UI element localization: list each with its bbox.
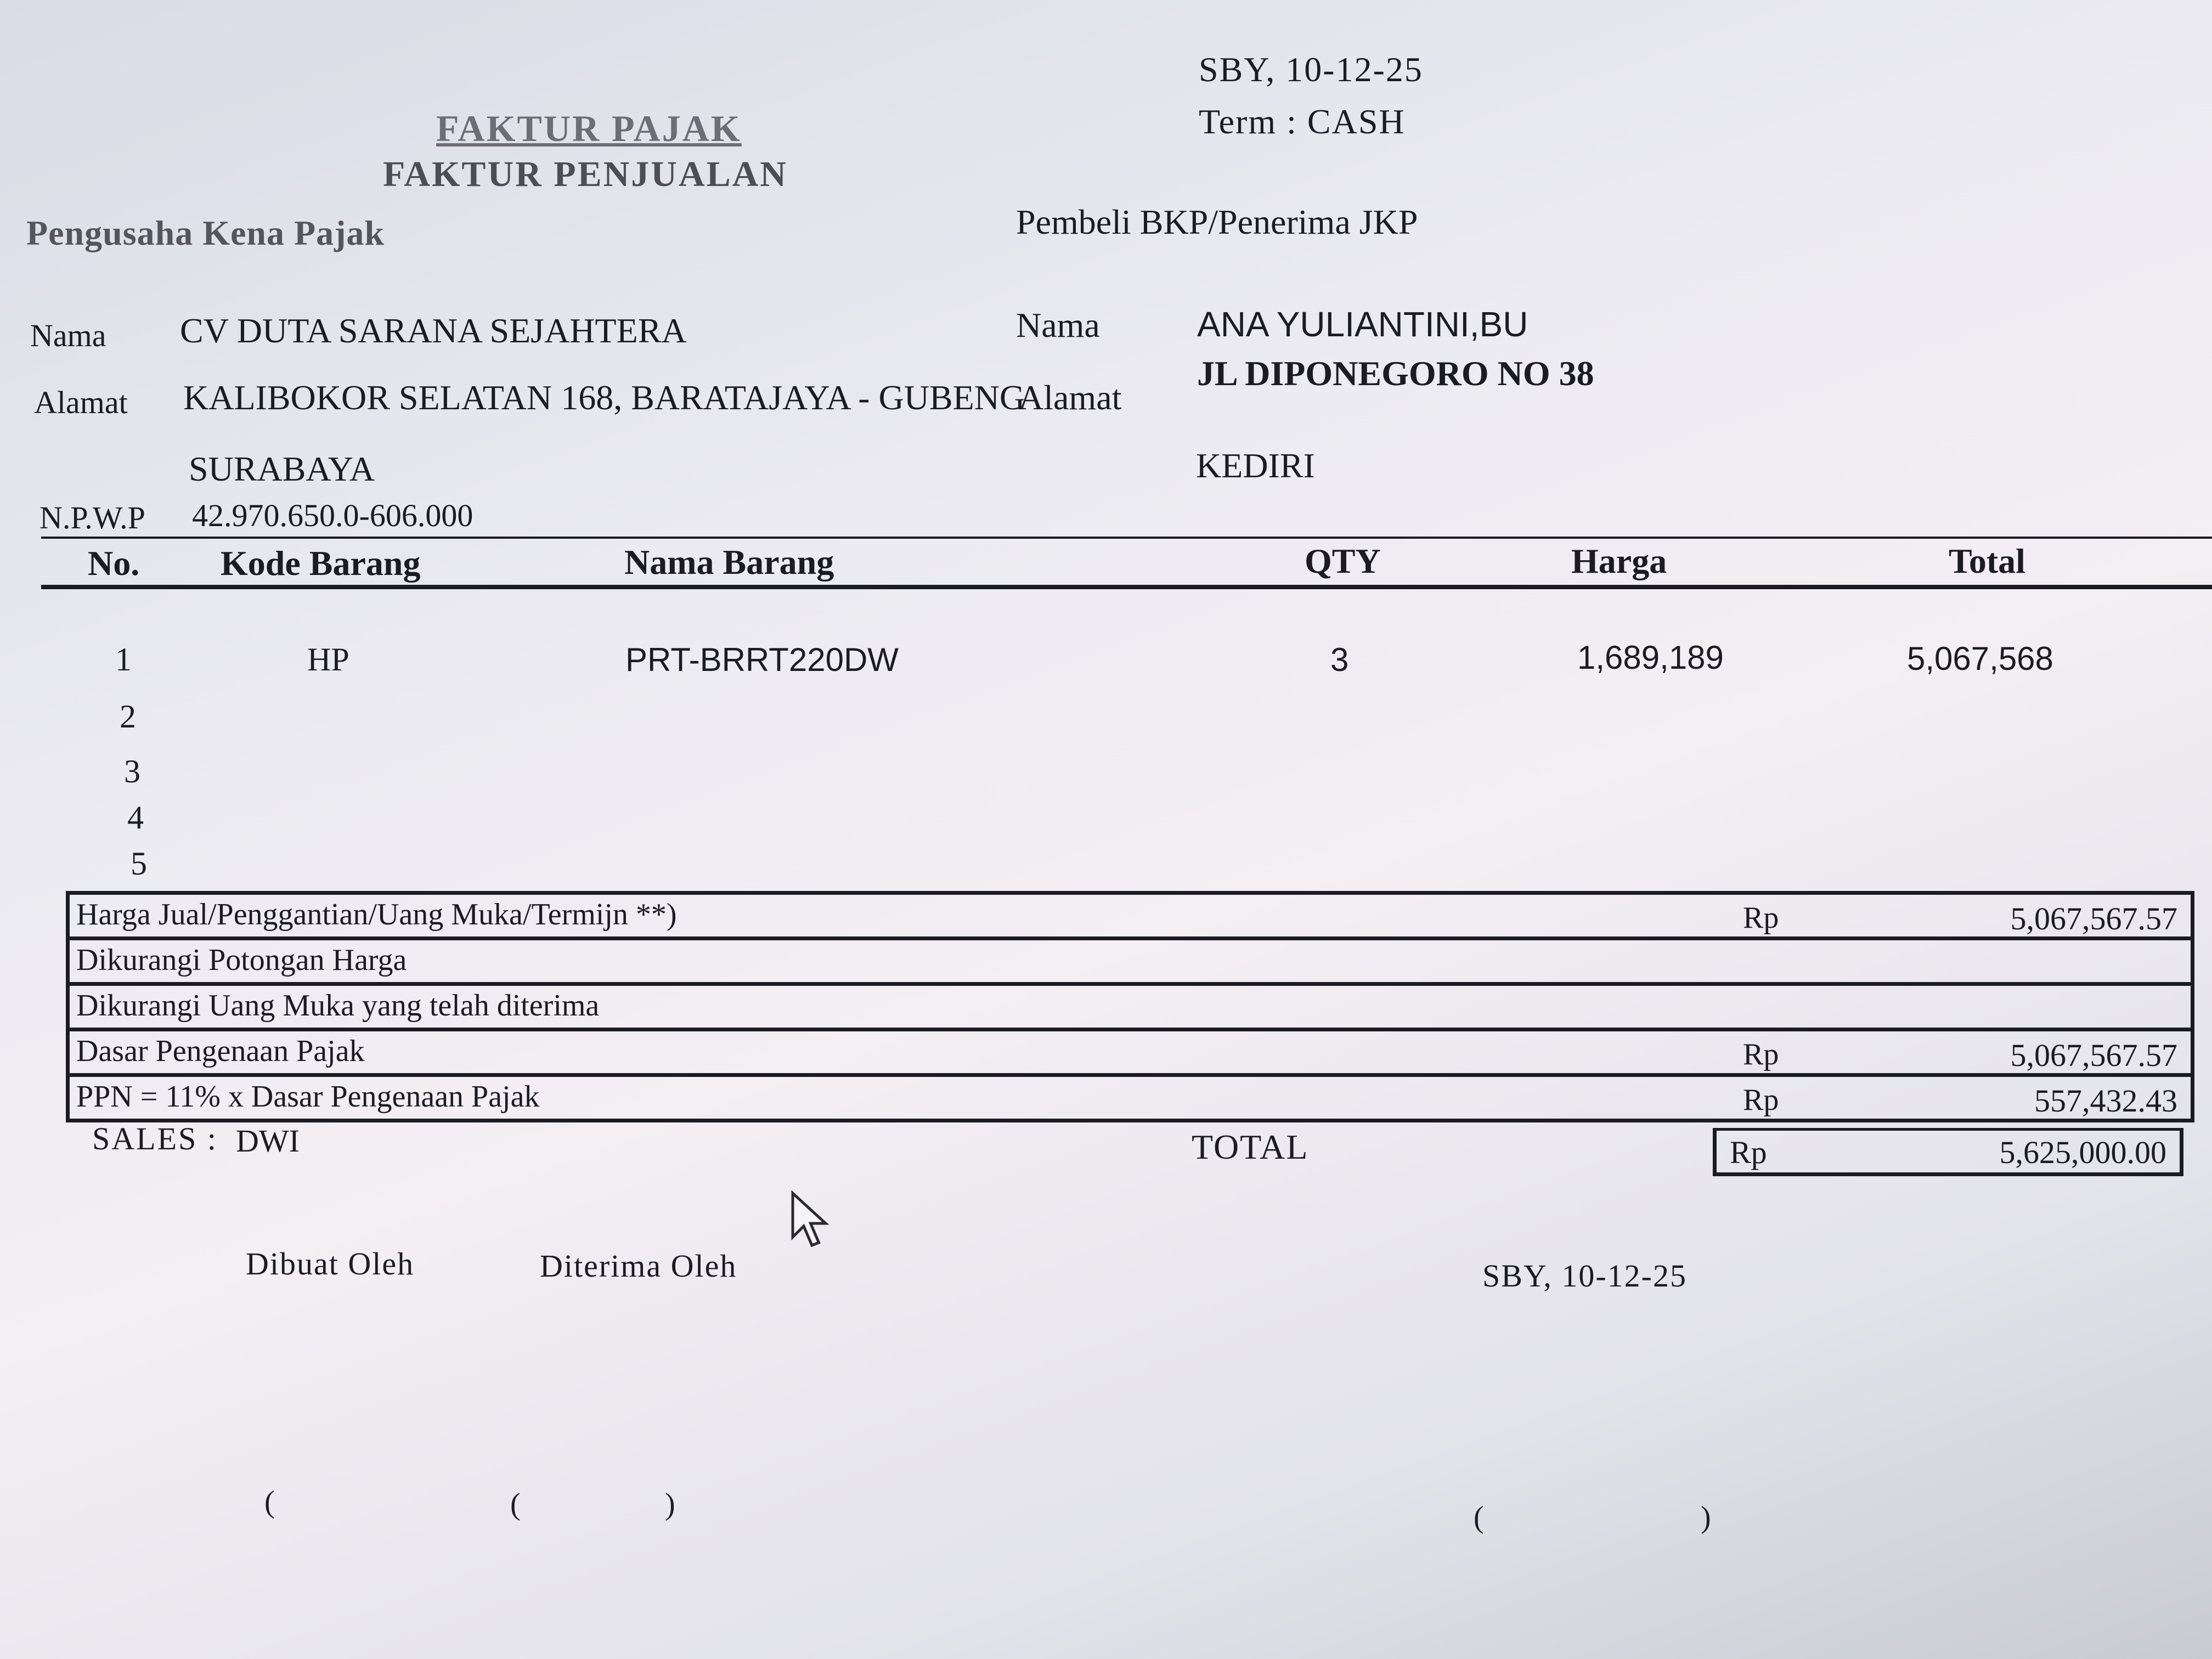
summary-row-ppn xyxy=(66,1073,2194,1122)
invoice-subtitle: FAKTUR PENJUALAN xyxy=(383,154,788,194)
term-label: Term xyxy=(1199,102,1277,141)
col-header-no: No. xyxy=(88,544,140,583)
row-1-kode: HP xyxy=(307,641,349,678)
summary-row-harga-jual xyxy=(66,891,2194,940)
col-header-harga: Harga xyxy=(1571,541,1667,580)
row-3-no: 3 xyxy=(124,753,140,789)
row-1-qty: 3 xyxy=(1330,641,1349,678)
col-header-nama: Nama Barang xyxy=(624,543,834,582)
potongan-label: Dikurangi Potongan Harga xyxy=(76,943,407,977)
ppn-label: PPN = 11% x Dasar Pengenaan Pajak xyxy=(76,1080,540,1114)
summary-row-potongan xyxy=(66,936,2194,986)
summary-row-uang-muka xyxy=(66,982,2194,1031)
header-term: Term : CASH xyxy=(1199,102,1406,141)
sales-value: DWI xyxy=(236,1123,300,1159)
col-header-kode: Kode Barang xyxy=(221,544,421,583)
table-header-rule xyxy=(41,585,2212,589)
col-header-total: Total xyxy=(1949,541,2025,580)
row-2-no: 2 xyxy=(120,698,136,735)
invoice-title: FAKTUR PAJAK xyxy=(436,108,742,149)
summary-row-dpp xyxy=(66,1028,2194,1077)
total-amount: 5,625,000.00 xyxy=(1999,1135,2166,1170)
header-place-date: SBY, 10-12-25 xyxy=(1199,50,1423,89)
row-1-harga: 1,689,189 xyxy=(1577,639,1724,676)
row-1-nama: PRT-BRRT220DW xyxy=(625,641,899,678)
buyer-section-label: Pembeli BKP/Penerima JKP xyxy=(1016,202,1418,241)
signer-open-paren: ( xyxy=(1474,1500,1484,1534)
seller-section-label: Pengusaha Kena Pajak xyxy=(26,213,385,252)
received-by-close-paren: ) xyxy=(665,1487,675,1521)
mouse-pointer-icon xyxy=(790,1190,834,1251)
dpp-amount: 5,067,567.57 xyxy=(2010,1037,2177,1073)
buyer-address-line1: JL DIPONEGORO NO 38 xyxy=(1197,354,1594,393)
received-by-label: Diterima Oleh xyxy=(540,1248,737,1284)
row-5-no: 5 xyxy=(131,845,147,882)
col-header-qty: QTY xyxy=(1305,541,1381,580)
made-by-open-paren: ( xyxy=(264,1485,275,1519)
row-1-total: 5,067,568 xyxy=(1907,640,2053,677)
total-rp: Rp xyxy=(1730,1135,1767,1170)
buyer-name: ANA YULIANTINI,BU xyxy=(1197,304,1528,344)
buyer-address-label: Alamat xyxy=(1018,378,1122,417)
signer-close-paren: ) xyxy=(1701,1500,1711,1534)
seller-npwp-label: N.P.W.P xyxy=(40,500,145,535)
buyer-name-label: Nama xyxy=(1016,306,1100,345)
row-1-no: 1 xyxy=(115,641,132,678)
seller-npwp: 42.970.650.0-606.000 xyxy=(192,498,473,533)
made-by-label: Dibuat Oleh xyxy=(246,1246,415,1282)
sales-label: SALES : xyxy=(92,1121,218,1156)
dpp-label: Dasar Pengenaan Pajak xyxy=(76,1034,365,1068)
received-by-open-paren: ( xyxy=(510,1487,521,1521)
seller-address-line1: KALIBOKOR SELATAN 168, BARATAJAYA - GUBENG xyxy=(183,378,1025,417)
ppn-amount: 557,432.43 xyxy=(2034,1083,2177,1119)
harga-jual-amount: 5,067,567.57 xyxy=(2010,901,2177,936)
harga-jual-rp: Rp xyxy=(1743,901,1779,935)
uang-muka-label: Dikurangi Uang Muka yang telah diterima xyxy=(76,989,600,1023)
signature-place-date: SBY, 10-12-25 xyxy=(1482,1258,1687,1294)
seller-address-line2: SURABAYA xyxy=(189,449,375,488)
row-4-no: 4 xyxy=(127,799,144,836)
term-value: CASH xyxy=(1307,102,1406,141)
seller-address-label: Alamat xyxy=(34,385,128,420)
seller-name: CV DUTA SARANA SEJAHTERA xyxy=(180,311,687,350)
seller-name-label: Nama xyxy=(30,318,106,353)
total-box xyxy=(1713,1128,2183,1176)
dpp-rp: Rp xyxy=(1743,1037,1779,1071)
buyer-address-line2: KEDIRI xyxy=(1196,446,1315,485)
harga-jual-label: Harga Jual/Penggantian/Uang Muka/Termijn **) xyxy=(76,898,677,932)
ppn-rp: Rp xyxy=(1743,1083,1779,1117)
table-top-rule xyxy=(41,537,2212,539)
total-label: TOTAL xyxy=(1192,1127,1309,1166)
